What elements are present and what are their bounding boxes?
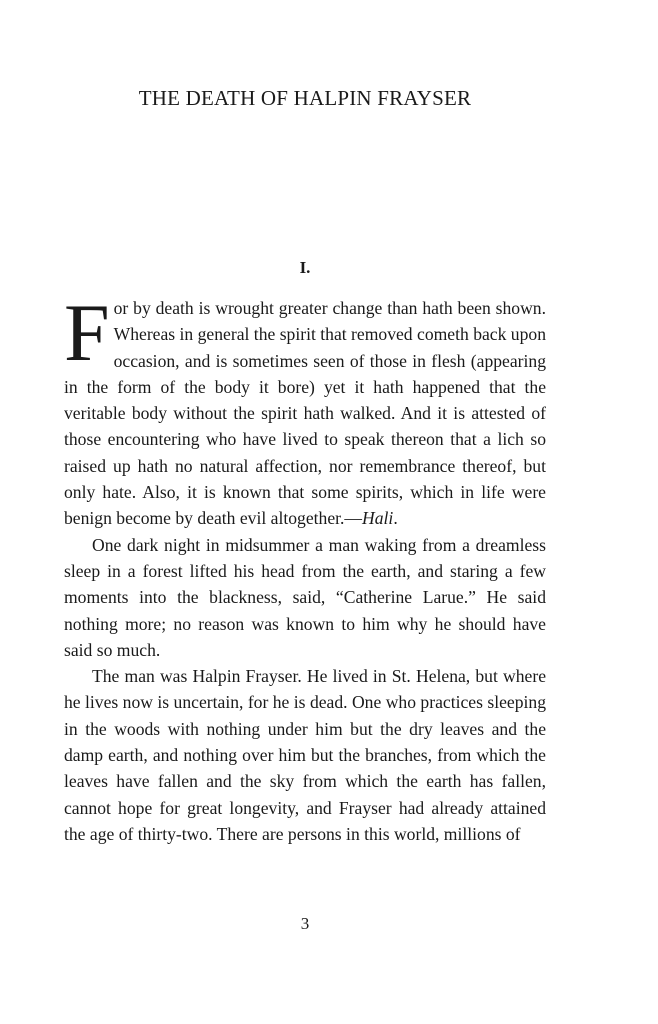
paragraph: The man was Halpin Frayser. He lived in St. Helena, but where he lives now is uncertain, for he is dead. One who practices sleeping in the woods with nothing under him but the dry leaves and the damp earth, and nothing over him but the branches, from which the leaves have fallen and the sky from which the earth has fallen, cannot hope for great longevity, and Frayser had already attained the age of thirty-two. There are persons in this world, millions of xyxy=(64,666,546,844)
paragraph: One dark night in midsummer a man waking from a dreamless sleep in a forest lifted his head from the earth, and staring a few moments into the blackness, said, “Catherine Larue.” He said nothing more; no reason was known to him why he should have said so much. xyxy=(64,534,546,660)
page-number: 3 xyxy=(300,914,310,933)
epigraph-text: or by death is wrought greater change than hath been shown. Whereas in general the spirit that removed cometh back upon occasion, and is sometimes seen of those in flesh (appearing in the form of the body it bore) yet it hath happened that the veritable body without the spirit hath walked. And it is attested of those encountering who have lived to speak thereon that a lich so raised up hath no natural affection, nor remembrance thereof, but only hate. Also, it is known that some spirits, which in life were benign become by death evil altogether.— xyxy=(64,298,546,529)
body-text xyxy=(64,287,546,847)
epigraph-attribution-end: . xyxy=(393,508,398,529)
paragraph-epigraph xyxy=(64,287,546,532)
story-title: THE DEATH OF HALPIN FRAYSER xyxy=(138,86,472,110)
drop-cap: F xyxy=(64,287,110,378)
epigraph-attribution: Hali xyxy=(362,508,394,529)
chapter-heading: I. xyxy=(299,258,311,277)
